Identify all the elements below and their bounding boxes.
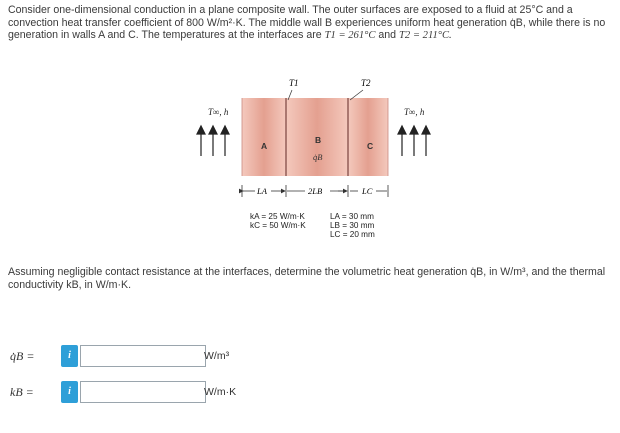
qb-unit: W/m³ [204, 350, 230, 362]
prop-kc: kC = 50 W/m·K [250, 221, 306, 230]
wall-c-label: C [367, 141, 374, 151]
answer-row-qb [0, 345, 620, 369]
wall-c [348, 98, 388, 176]
kb-symbol: kB = [10, 385, 34, 399]
t1-equation: T1 = 261°C [324, 30, 376, 41]
problem-intro: Consider one-dimensional conduction in a plane composite wall. The outer surfaces are exposed to a fluid at 25°C and a convection heat transfer coefficient of 800 W/m²·K. The middle wall B experiences uniform heat generation q̇B, while there is no generation in walls A and C. The temperatures at the interfaces are [8, 4, 606, 41]
t2-equation: T2 = 211°C. [399, 30, 452, 41]
prop-lc: LC = 20 mm [330, 230, 375, 239]
fluid-arrows-right [398, 126, 430, 156]
prop-ka: kA = 25 W/m·K [250, 212, 305, 221]
kb-input[interactable] [80, 381, 206, 403]
generation-label: q̇B [313, 152, 323, 162]
t1-label: T1 [289, 78, 299, 88]
t2-label: T2 [361, 78, 371, 88]
prop-lb: LB = 30 mm [330, 221, 375, 230]
dim-lc: LC [362, 186, 373, 196]
dim-la: LA [257, 186, 267, 196]
wall-b-label: B [315, 135, 322, 145]
dim-lb: 2LB [308, 186, 323, 196]
fluid-left-label: T∞, h [208, 107, 229, 117]
info-icon[interactable]: i [61, 345, 78, 367]
question-text: Assuming negligible contact resistance at the interfaces, determine the volumetric heat generation q̇B, in W/m³, and the thermal conductivity kB, in W/m·K. [8, 266, 606, 291]
prop-la: LA = 30 mm [330, 212, 374, 221]
fluid-right-label: T∞, h [404, 107, 425, 117]
info-icon[interactable]: i [61, 381, 78, 403]
conjunction: and [375, 29, 400, 41]
kb-unit: W/m·K [204, 386, 237, 398]
wall-a-label: A [261, 141, 268, 151]
wall-a [242, 98, 286, 176]
answer-row-kb [0, 381, 620, 405]
fluid-arrows-left [197, 126, 229, 156]
qb-symbol: q̇B = [10, 349, 35, 363]
qb-input[interactable] [80, 345, 206, 367]
